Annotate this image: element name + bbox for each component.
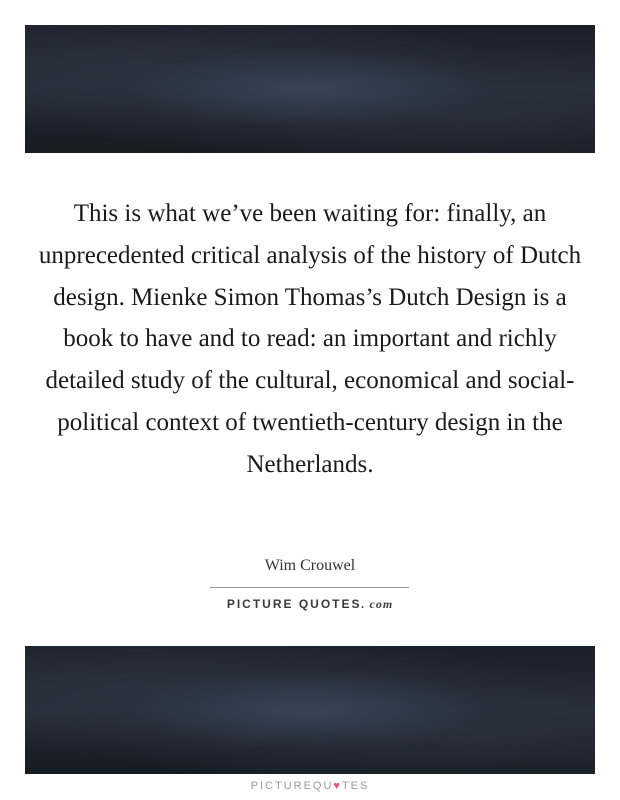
footer-logo [0,780,620,792]
top-banner-image [25,25,595,153]
footer-logo-left: PICTUREQU [250,780,334,792]
brand-name: PICTURE QUOTES [226,597,362,611]
heart-icon: ♥ [333,780,342,792]
footer-logo-right: TES [341,780,370,792]
bottom-banner-image [25,646,595,774]
quote-author: Wim Crouwel [264,557,356,574]
brand-watermark [0,597,620,612]
divider [210,587,409,588]
quote-text: This is what we’ve been waiting for: finally, an unprecedented critical analysis of the history of Dutch design. Mienke Simon Thomas’s Dutch Design is a book to have and to read: an important and richly detailed study of the cultural, economical and social-political context of twentieth-century design in the Netherlands. [38,200,582,478]
brand-suffix: . com [361,597,394,611]
